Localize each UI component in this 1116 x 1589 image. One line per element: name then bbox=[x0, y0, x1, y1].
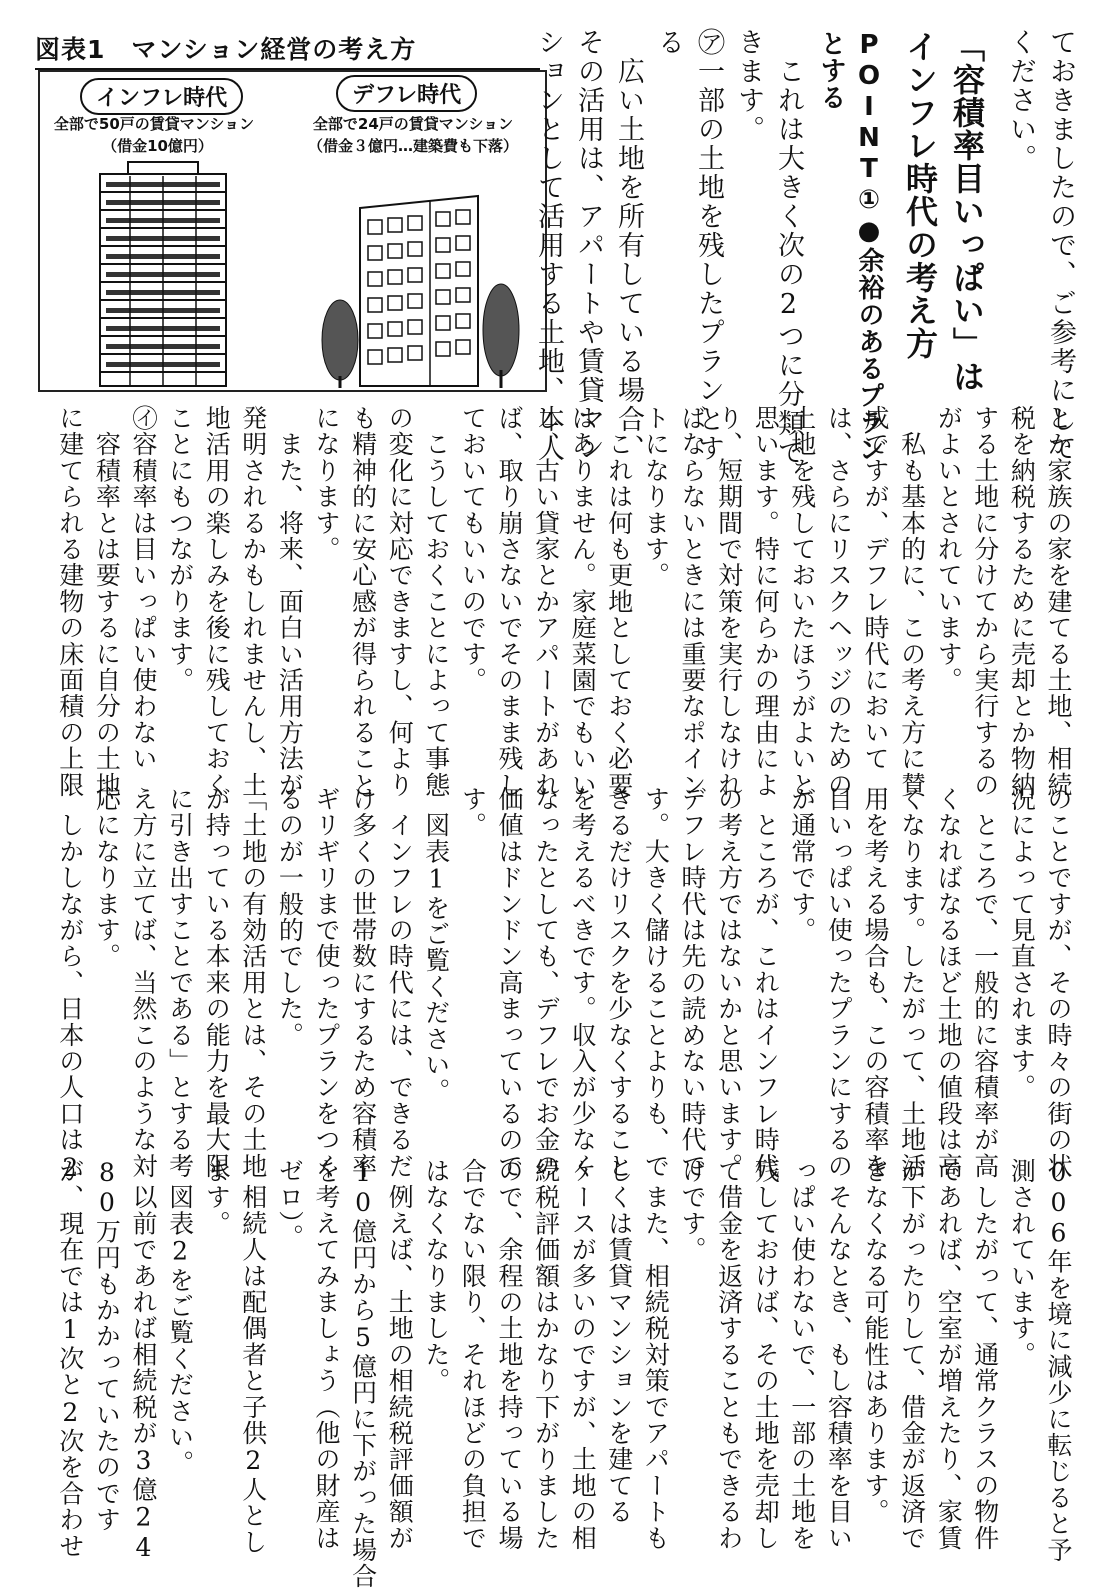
body-text-column: 図表1をご覧ください。 bbox=[421, 786, 451, 1105]
body-text-column: そんなとき、もし容積率を目い bbox=[824, 1158, 854, 1551]
body-text-column: 況によって見直されます。 bbox=[1007, 786, 1037, 1101]
body-text-column: に引き出すことである」とする考 bbox=[165, 786, 195, 1179]
deflation-caption-units: 全部で24戸の賃貸マンション bbox=[312, 115, 514, 133]
section-heading-line1: 「容積率目いっぱい」は bbox=[948, 30, 986, 393]
body-text-column: 図表2をご覧ください。 bbox=[165, 1158, 195, 1477]
body-text-column: きます。 bbox=[733, 28, 764, 144]
body-text-column: 続税評価額はかなり下がりました bbox=[531, 1158, 561, 1551]
body-text-column: 成ですが、デフレ時代において bbox=[861, 405, 890, 772]
body-text-column: ㋑容積率は目いっぱい使わない bbox=[129, 405, 158, 772]
body-text-column: ば、取り崩さないでそのまま残し bbox=[495, 405, 524, 798]
body-text-column: ゼロ）。 bbox=[275, 1158, 305, 1251]
body-text-column: の変化に対応できますし、何より bbox=[385, 405, 415, 798]
body-text-column: が持っている本来の能力を最大限 bbox=[202, 786, 232, 1179]
body-text-column: っぱい使わないで、一部の土地を bbox=[787, 1158, 817, 1551]
body-text-column: 残しておけば、その土地を売却し bbox=[751, 1158, 781, 1551]
body-text-column: になります。 bbox=[312, 405, 341, 563]
body-text-column: ておいてもいいのです。 bbox=[458, 405, 488, 694]
body-text-column: する土地に分けてから実行するの bbox=[970, 405, 1000, 798]
body-text-column: え方に立てば、当然このような対 bbox=[129, 786, 158, 1179]
figure-box bbox=[38, 70, 547, 392]
inflation-era-label: インフレ時代 bbox=[80, 78, 243, 115]
body-text-column: 「土地の有効活用とは、その土地 bbox=[238, 786, 268, 1179]
body-text-column: のことですが、その時々の街の状 bbox=[1044, 786, 1073, 1179]
figure-title: 図表1 マンション経営の考え方 bbox=[35, 30, 540, 70]
body-text-column: がよいとされています。 bbox=[934, 405, 964, 694]
body-text-column: はありません。家庭菜園でもいい bbox=[568, 405, 598, 798]
body-text-column: また、相続税対策でアパートも bbox=[641, 1158, 671, 1551]
body-text-column: は、さらにリスクヘッジのための bbox=[824, 405, 854, 798]
body-text-column: 土地を残しておいたほうがよいと bbox=[787, 405, 817, 798]
deflation-caption-debt: （借金３億円…建築費も下落） bbox=[307, 137, 518, 155]
body-text-column: を考えるべきです。収入が少なく bbox=[568, 786, 598, 1179]
body-text-column: も精神的に安心感が得られること bbox=[348, 405, 378, 798]
body-text-column: また、将来、面白い活用方法が bbox=[275, 405, 305, 798]
body-text-column: 以前であれば相続税が3億24 bbox=[129, 1158, 158, 1563]
body-text-column: 税を納税するために売却とか物納 bbox=[1007, 405, 1037, 798]
body-text-column: に建てられる建物の床面積の上限 bbox=[55, 405, 85, 798]
body-text-column: くなります。したがって、土地活 bbox=[897, 786, 927, 1179]
subsection-heading-end: る bbox=[653, 28, 684, 57]
point-heading-line1: POINT①●余裕のあるプラン bbox=[854, 30, 884, 463]
body-text-column: 測されています。 bbox=[1007, 1158, 1037, 1368]
point-heading-line2: とする bbox=[816, 30, 846, 111]
body-text-column: 私も基本的に、この考え方に賛 bbox=[897, 405, 927, 798]
body-text-column: けです。 bbox=[678, 1158, 707, 1263]
subsection-heading: ㋐一部の土地を残したプランとす bbox=[693, 28, 724, 463]
body-text-column: ケースが多いのですが、土地の相 bbox=[568, 1158, 598, 1551]
body-text-column: きるだけリスクを少なくすること bbox=[604, 786, 634, 1179]
inflation-caption-units: 全部で50戸の賃貸マンション bbox=[53, 115, 255, 133]
body-text-column: 目いっぱい使ったプランにするの bbox=[824, 786, 854, 1179]
body-text-column: 広い土地を所有している場合、 bbox=[613, 28, 644, 463]
body-text-column: その活用は、アパートや賃貸マン bbox=[573, 28, 604, 463]
body-text-column: したがって、通常クラスの物件 bbox=[970, 1158, 1000, 1551]
tall-apartment-illustration bbox=[90, 160, 235, 388]
body-text-column: 容積率とは要するに自分の土地 bbox=[92, 405, 122, 798]
body-text-column: ください。 bbox=[1005, 28, 1036, 173]
body-text-column: とか家族の家を建てる土地、相続 bbox=[1044, 405, 1073, 798]
inflation-caption-debt: （借金10億円） bbox=[102, 137, 213, 155]
body-text-column: ばならないときには重要なポイン bbox=[678, 405, 707, 798]
body-text-column: 応になります。 bbox=[92, 786, 122, 970]
section-heading-line2: インフレ時代の考え方 bbox=[901, 30, 939, 360]
body-text-column: 006年を境に減少に転じると予 bbox=[1044, 1158, 1073, 1563]
body-text-column: ことにもつながります。 bbox=[165, 405, 195, 694]
body-text-column: が下がったりして、借金が返済で bbox=[897, 1158, 927, 1551]
body-text-column: るのが一般的でした。 bbox=[275, 786, 305, 1048]
deflation-era-label: デフレ時代 bbox=[336, 75, 477, 112]
body-text-column: を考えてみましょう（他の財産は bbox=[312, 1158, 341, 1551]
body-text-column: しかしながら、日本の人口は2 bbox=[55, 786, 85, 1183]
body-text-column: す。 bbox=[458, 786, 488, 839]
body-text-column: が通常です。 bbox=[787, 786, 817, 944]
body-text-column: が、現在では1次と2次を合わせ bbox=[55, 1158, 85, 1559]
body-text-column: 例えば、土地の相続税評価額が bbox=[385, 1158, 415, 1551]
body-text-column: す。大きく儲けることよりも、で bbox=[641, 786, 671, 1179]
body-text-column: これは大きく次の2つに分類で bbox=[773, 28, 804, 467]
body-text-column: これは何も更地としておく必要 bbox=[604, 405, 634, 798]
body-text-column: け多くの世帯数にするため容積率 bbox=[348, 786, 378, 1179]
body-text-column: ところで、一般的に容積率が高 bbox=[970, 786, 1000, 1179]
body-text-column: て借金を返済することもできるわ bbox=[714, 1158, 744, 1551]
body-text-column: 合でない限り、それほどの負担で bbox=[458, 1158, 488, 1551]
body-text-column: はなくなりました。 bbox=[421, 1158, 451, 1394]
body-text-column: くなればなるほど土地の値段は高 bbox=[934, 786, 964, 1179]
body-text-column: ションとして活用する土地、本人 bbox=[533, 28, 564, 463]
body-text-column: の考え方ではないかと思います。 bbox=[714, 786, 744, 1179]
body-text-column: し、古い貸家とかアパートがあれ bbox=[531, 405, 561, 798]
body-text-column: 10億円から5億円に下がった場合 bbox=[348, 1158, 378, 1589]
body-text-column: ておきましたので、ご参考にして bbox=[1045, 28, 1076, 463]
body-text-column: きなくなる可能性はあります。 bbox=[861, 1158, 890, 1525]
body-text-column: インフレの時代には、できるだ bbox=[385, 786, 415, 1179]
body-text-column: 価値はドンドン高まっているので bbox=[495, 786, 524, 1179]
body-text-column: であれば、空室が増えたり、家賃 bbox=[934, 1158, 964, 1551]
body-text-column: 思います。特に何らかの理由によ bbox=[751, 405, 781, 798]
low-apartment-illustration bbox=[318, 190, 523, 388]
body-text-column: り、短期間で対策を実行しなけれ bbox=[714, 405, 744, 798]
body-text-column: 用を考える場合も、この容積率を bbox=[861, 786, 890, 1179]
body-text-column: 80万円もかかっていたのです bbox=[92, 1158, 122, 1533]
body-text-column: トになります。 bbox=[641, 405, 671, 589]
body-text-column: 発明されるかもしれませんし、土 bbox=[238, 405, 268, 798]
body-text-column: ので、余程の土地を持っている場 bbox=[495, 1158, 524, 1551]
body-text-column: 相続人は配偶者と子供2人とし bbox=[238, 1158, 268, 1555]
body-text-column: なったとしても、デフレでお金の bbox=[531, 786, 561, 1179]
body-text-column: ところが、これはインフレ時代 bbox=[751, 786, 781, 1179]
body-text-column: こうしておくことによって事態 bbox=[421, 405, 451, 798]
body-text-column: デフレ時代は先の読めない時代で bbox=[678, 786, 707, 1179]
body-text-column: 地活用の楽しみを後に残しておく bbox=[202, 405, 232, 798]
body-text-column: ギリギリまで使ったプランをつく bbox=[312, 786, 341, 1179]
body-text-column: ます。 bbox=[202, 1158, 232, 1237]
body-text-column: しくは賃貸マンションを建てる bbox=[604, 1158, 634, 1525]
